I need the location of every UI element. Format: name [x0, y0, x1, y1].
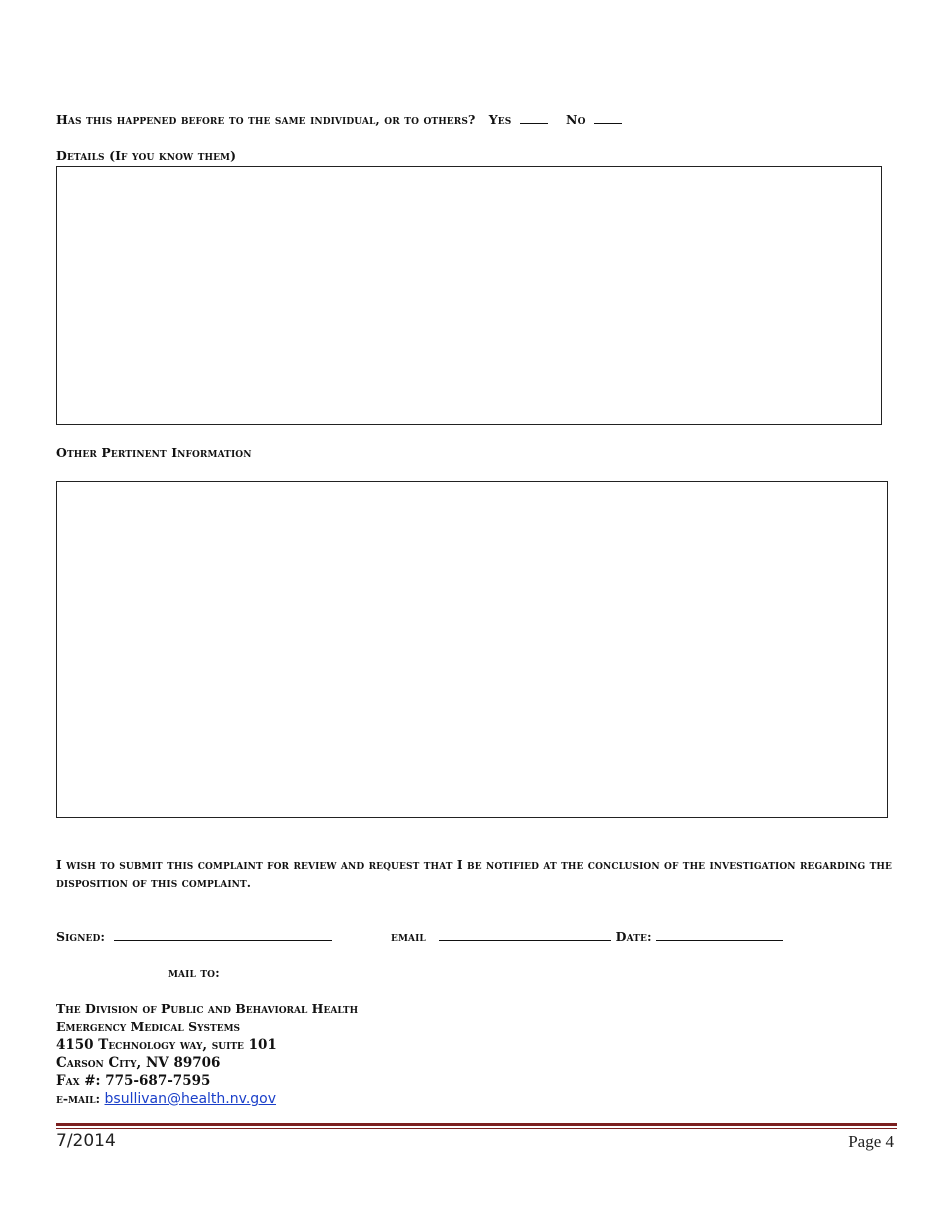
- address-line-2: Emergency Medical Systems: [56, 1019, 241, 1034]
- prior-occurrence-question: [56, 112, 622, 127]
- email-link[interactable]: bsullivan@health.nv.gov: [104, 1091, 277, 1107]
- complaint-statement: I wish to submit this complaint for review and request that I be notified at the conclusion of the investigation regarding the disposition of this complaint.: [56, 858, 892, 890]
- footer-date: 7/2014: [56, 1131, 116, 1151]
- signed-label: Signed:: [56, 929, 106, 944]
- email-label: email: [391, 929, 426, 944]
- yes-blank[interactable]: [520, 113, 548, 124]
- signed-blank[interactable]: [114, 930, 332, 941]
- footer-rule-thick: [56, 1123, 897, 1126]
- other-info-box[interactable]: [56, 481, 888, 818]
- email-blank[interactable]: [439, 930, 611, 941]
- footer-rule-thin: [56, 1128, 897, 1129]
- email-date-row: [391, 929, 783, 944]
- email-prefix: e-mail:: [56, 1091, 101, 1106]
- mail-to-label: mail to:: [168, 965, 220, 980]
- address-line-1: The Division of Public and Behavioral Health: [56, 1001, 359, 1016]
- question-text: Has this happened before to the same individual, or to others?: [56, 112, 476, 127]
- email-line: [56, 1091, 276, 1107]
- page-number: Page 4: [848, 1132, 894, 1151]
- address-line-3: 4150 Technology way, suite 101: [56, 1037, 277, 1053]
- address-line-4: Carson City, NV 89706: [56, 1055, 221, 1071]
- address-line-5: Fax #: 775-687-7595: [56, 1073, 211, 1089]
- details-label: Details (If you know them): [56, 148, 237, 163]
- date-label: Date:: [615, 929, 652, 944]
- no-label: No: [566, 112, 586, 127]
- no-blank[interactable]: [594, 113, 622, 124]
- other-info-label: Other Pertinent Information: [56, 445, 252, 460]
- details-box[interactable]: [56, 166, 882, 425]
- yes-label: Yes: [488, 112, 512, 127]
- date-blank[interactable]: [656, 930, 783, 941]
- signature-row: [56, 929, 332, 944]
